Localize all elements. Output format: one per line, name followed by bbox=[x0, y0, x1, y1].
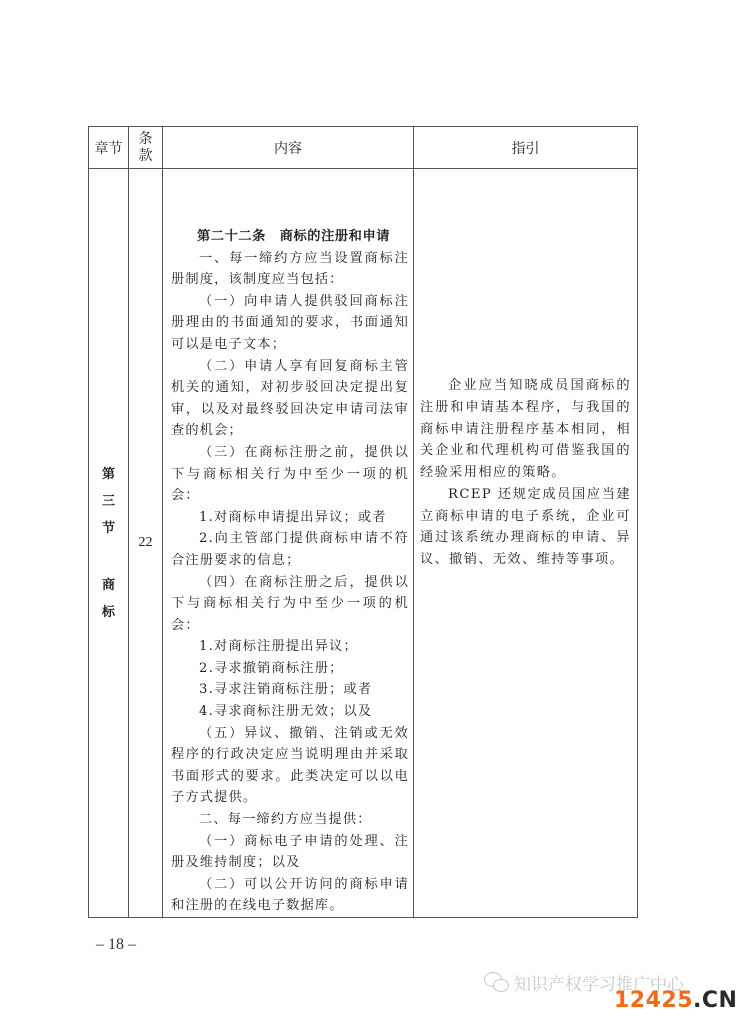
header-article-line1: 条 bbox=[138, 130, 153, 147]
article-number: 22 bbox=[129, 169, 163, 918]
table-row bbox=[89, 169, 638, 918]
brand-domain: .CN bbox=[693, 988, 737, 1013]
chapter-gap bbox=[89, 542, 128, 572]
content-body bbox=[163, 169, 413, 917]
content-paragraph: （二）申请人享有回复商标主管机关的通知，对初步驳回决定提出复审，以及对最终驳回决定申请司法审查的机会； bbox=[171, 358, 409, 439]
content-paragraph: 1.对商标注册提出异议； bbox=[199, 639, 358, 655]
chapter-cell bbox=[89, 169, 129, 918]
content-paragraph: 2.向主管部门提供商标申请不符合注册要求的信息； bbox=[171, 531, 409, 568]
content-paragraph: 3.寻求注销商标注册；或者 bbox=[199, 682, 373, 698]
header-guide: 指引 bbox=[414, 127, 638, 169]
content-cell bbox=[163, 169, 414, 918]
content-paragraph: （三）在商标注册之前，提供以下与商标相关行为中至少一项的机会： bbox=[171, 444, 409, 504]
chapter-char: 第 bbox=[101, 466, 115, 482]
guide-body bbox=[414, 375, 637, 570]
regulation-table bbox=[88, 126, 638, 918]
content-paragraph: （一）向申请人提供驳回商标注册理由的书面通知的要求，书面通知可以是电子文本； bbox=[171, 293, 409, 352]
brand-number: 12425 bbox=[614, 988, 694, 1013]
header-content: 内容 bbox=[163, 127, 414, 169]
content-paragraph: （一）商标电子申请的处理、注册及维持制度；以及 bbox=[171, 833, 409, 871]
chapter-char: 标 bbox=[101, 604, 115, 620]
content-paragraph: 1.对商标申请提出异议；或者 bbox=[199, 509, 387, 525]
content-paragraph: 一、每一缔约方应当设置商标注册制度，该制度应当包括： bbox=[171, 250, 409, 288]
content-paragraph: 二、每一缔约方应当提供： bbox=[199, 812, 372, 828]
content-paragraph: 4.寻求商标注册无效；以及 bbox=[199, 704, 373, 720]
site-brand-logo bbox=[614, 988, 737, 1013]
content-paragraph: （四）在商标注册之后，提供以下与商标相关行为中至少一项的机会： bbox=[171, 574, 409, 633]
chapter-char: 商 bbox=[101, 577, 115, 593]
chapter-char: 节 bbox=[101, 520, 115, 536]
table-header-row bbox=[89, 127, 638, 169]
watermark-text: 知识产权学习推广中心 bbox=[514, 975, 684, 995]
page-number: – 18 – bbox=[96, 936, 136, 953]
header-article bbox=[129, 127, 163, 169]
article-title: 第二十二条 商标的注册和申请 bbox=[197, 229, 391, 244]
content-paragraph: （二）可以公开访问的商标申请和注册的在线电子数据库。 bbox=[171, 876, 409, 914]
guide-paragraph: 企业应当知晓成员国商标的注册和申请基本程序，与我国的商标申请注册程序基本相同，相关企业和代理机构可借鉴我国的经验采用相应的策略。 bbox=[420, 378, 631, 481]
guide-cell bbox=[414, 169, 638, 918]
header-article-line2: 款 bbox=[138, 147, 153, 164]
content-paragraph: （五）异议、撤销、注销或无效程序的行政决定应当说明理由并采取书面形式的要求。此类决定可以以电子方式提供。 bbox=[171, 725, 409, 806]
header-chapter: 章节 bbox=[89, 127, 129, 169]
wechat-icon bbox=[484, 972, 510, 994]
chapter-char: 三 bbox=[101, 493, 115, 509]
guide-paragraph: RCEP 还规定成员国应当建立商标申请的电子系统，企业可通过该系统办理商标的申请、异议、撤销、无效、维持等事项。 bbox=[420, 486, 631, 567]
content-paragraph: 2.寻求撤销商标注册； bbox=[199, 660, 344, 676]
